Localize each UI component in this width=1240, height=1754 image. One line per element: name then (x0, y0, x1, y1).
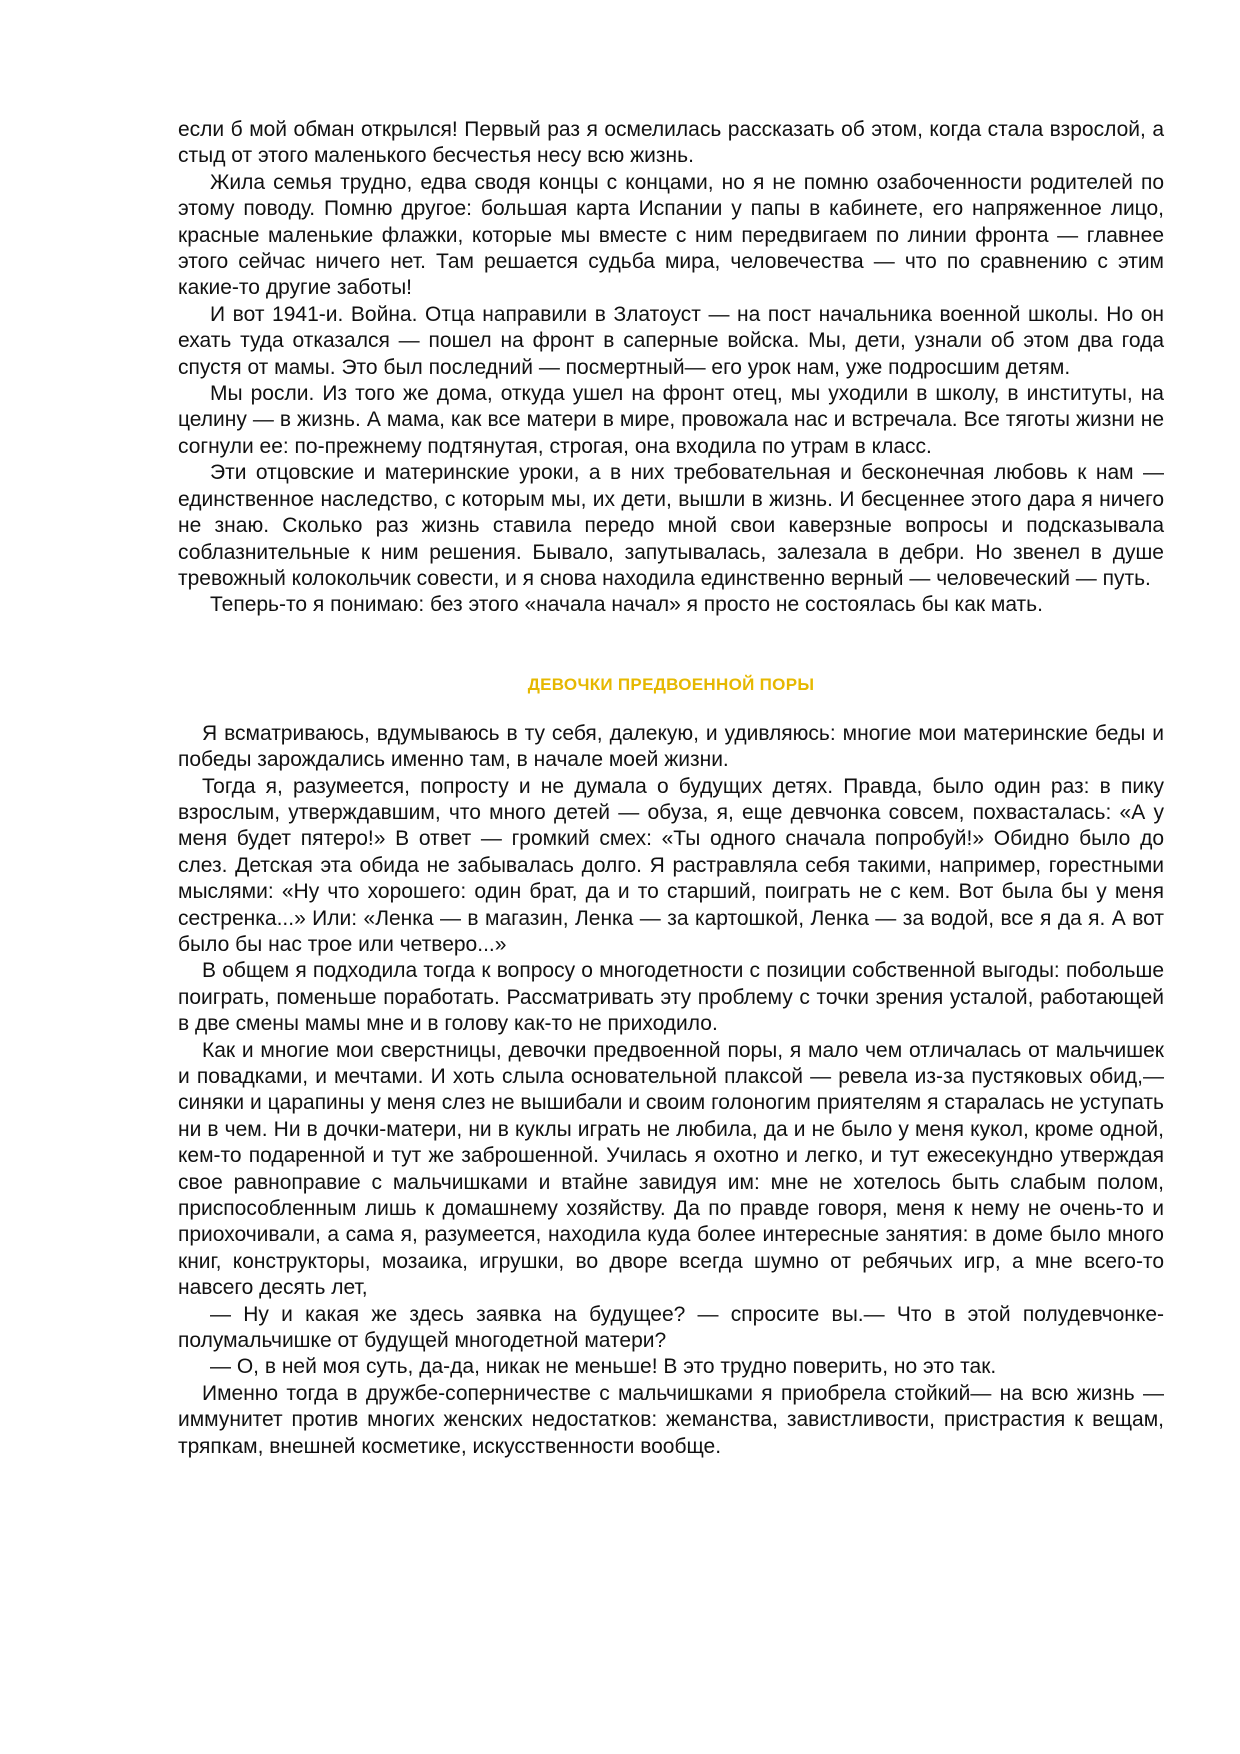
paragraph: — Ну и какая же здесь заявка на будущее? — спросите вы.— Что в этой полудевчонке-полумальчишке от будущей многодетной матери? (178, 1302, 1164, 1353)
paragraph: Как и многие мои сверстницы, девочки предвоенной поры, я мало чем отличалась от мальчишек и повадками, и мечтами. И хоть слыла основательной плаксой — ревела из-за пустяковых обид,— синяки и царапины у меня слез не вышибали и своим голоногим приятелям я старалась не уступать ни в чем. Ни в дочки-матери, ни в куклы играть не любила, да и не было у меня кукол, кроме одной, кем-то подаренной и тут же заброшенной. Училась я охотно и легко, и тут ежесекундно утверждая свое равноправие с мальчишками и втайне завидуя им: мне не хотелось быть слабым полом, приспособленным лишь к домашнему хозяйству. Да по правде говоря, меня к нему не очень-то и приохочивали, а сама я, разумеется, находила куда более интересные занятия: в доме было много книг, конструкторы, мозаика, игрушки, во дворе всегда шумно от ребячьих игр, а мне всего-то навсего десять лет, (178, 1038, 1164, 1300)
section-heading: ДЕВОЧКИ ПРЕДВОЕННОЙ ПОРЫ (527, 674, 815, 694)
paragraph: Эти отцовские и материнские уроки, а в них требовательная и бесконечная любовь к нам — единственное наследство, с которым мы, их дети, вышли в жизнь. И бесценнее этого дара я ничего не знаю. Сколько раз жизнь ставила передо мной свои каверзные вопросы и подсказывала соблазнительные к ним решения. Бывало, запутывалась, залезала в дебри. Но звенел в душе тревожный колокольчик совести, и я снова находила единственно верный — человеческий — путь. (178, 461, 1164, 590)
paragraph: Тогда я, разумеется, попросту и не думала о будущих детях. Правда, было один раз: в пику взрослым, утверждавшим, что много детей — обуза, я, еще девчонка совсем, похвасталась: «А у меня будет пятеро!» В ответ — громкий смех: «Ты одного сначала попробуй!» Обидно было до слез. Детская эта обида не забывалась долго. Я растравляла себя такими, например, горестными мыслями: «Ну что хорошего: один брат, да и то старший, поиграть не с кем. Вот была бы у меня сестренка...» Или: «Ленка — в магазин, Ленка — за картошкой, Ленка — за водой, все я да я. А вот было бы нас трое или четверо...» (178, 774, 1164, 956)
paragraph: И вот 1941-и. Война. Отца направили в Златоуст — на пост начальника военной школы. Но он ехать туда отказался — пошел на фронт в саперные войска. Мы, дети, узнали об этом два года спустя от мамы. Это был последний — посмертный— его урок нам, уже подросшим детям. (178, 302, 1164, 379)
paragraph: Я всматриваюсь, вдумываюсь в ту себя, далекую, и удивляюсь: многие мои материнские беды и победы зарождались именно там, в начале моей жизни. (178, 721, 1164, 772)
paragraph: Именно тогда в дружбе-соперничестве с мальчишками я приобрела стойкий— на всю жизнь — иммунитет против многих женских недостатков: жеманства, завистливости, пристрастия к вещам, тряпкам, внешней косметике, искусственности вообще. (178, 1381, 1164, 1458)
paragraph: Теперь-то я понимаю: без этого «начала начал» я просто не состоялась бы как мать. (210, 593, 1043, 617)
section-1 (178, 117, 1164, 619)
paragraph: если б мой обман открылся! Первый раз я осмелилась рассказать об этом, когда стала взрослой, а стыд от этого маленького бесчестья несу всю жизнь. (178, 118, 1164, 168)
paragraph: — О, в ней моя суть, да-да, никак не меньше! В это трудно поверить, но это так. (210, 1355, 997, 1379)
paragraph: Жила семья трудно, едва сводя концы с концами, но я не помню озабоченности родителей по этому поводу. Помню другое: большая карта Испании у папы в кабинете, его напряженное лицо, красные маленькие флажки, которые мы вместе с ним передвигаем по линии фронта — главнее этого сейчас ничего нет. Там решается судьба мира, человечества — что по сравнению с этим какие-то другие заботы! (178, 170, 1164, 300)
paragraph: Мы росли. Из того же дома, откуда ушел на фронт отец, мы уходили в школу, в институты, на целину — в жизнь. А мама, как все матери в мире, провожала нас и встречала. Все тяготы жизни не согнули ее: по-прежнему подтянутая, строгая, она входила по утрам в класс. (178, 382, 1164, 458)
section-2 (178, 721, 1164, 1460)
document-page (178, 117, 1164, 1460)
paragraph: В общем я подходила тогда к вопросу о многодетности с позиции собственной выгоды: побольше поиграть, поменьше поработать. Рассматривать эту проблему с точки зрения усталой, работающей в две смены мамы мне и в голову как-то не приходило. (178, 959, 1164, 1036)
